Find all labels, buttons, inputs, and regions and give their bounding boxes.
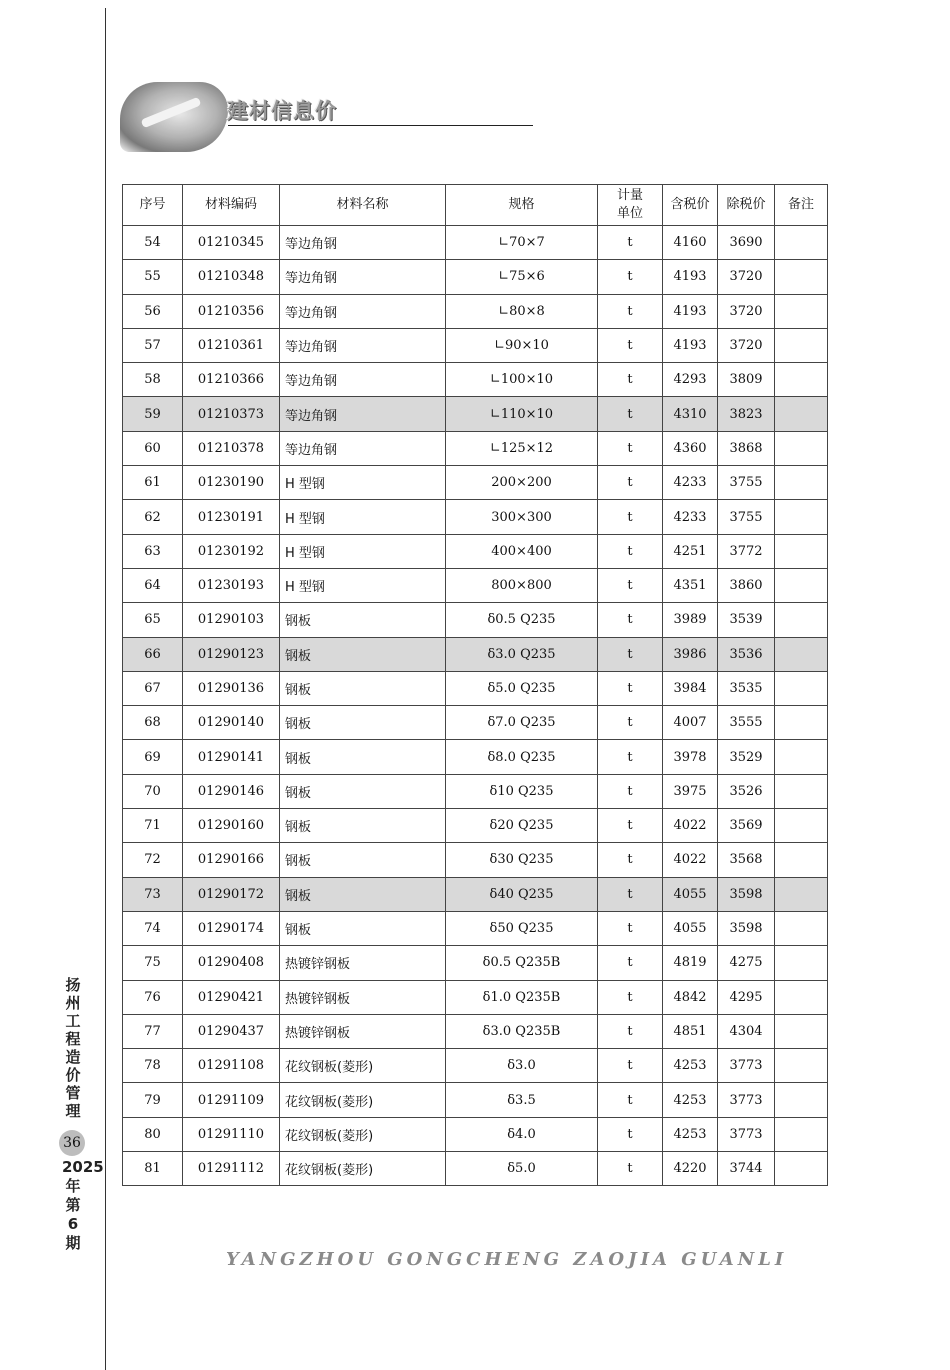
table-row [123, 1049, 828, 1083]
cell-spec: 800×800 [446, 568, 598, 602]
table-row [123, 603, 828, 637]
table-row [123, 1083, 828, 1117]
cell-code: 01290146 [183, 774, 280, 808]
cell-name: 等边角钢 [280, 328, 446, 362]
cell-tax-price: 3978 [663, 740, 718, 774]
cell-notax-price: 3569 [718, 809, 775, 843]
cell-no: 61 [123, 466, 183, 500]
cell-notax-price: 3720 [718, 294, 775, 328]
cell-code: 01230190 [183, 466, 280, 500]
journal-title-vertical: 扬州工程造价管理 [65, 976, 81, 1120]
cell-no: 72 [123, 843, 183, 877]
cell-spec: δ4.0 [446, 1117, 598, 1151]
col-header-code: 材料编码 [183, 185, 280, 226]
table-row [123, 774, 828, 808]
cell-no: 63 [123, 534, 183, 568]
cell-unit: t [598, 980, 663, 1014]
cell-no: 69 [123, 740, 183, 774]
cell-spec: ∟90×10 [446, 328, 598, 362]
cell-unit: t [598, 877, 663, 911]
cell-no: 59 [123, 397, 183, 431]
table-row [123, 466, 828, 500]
cell-name: 等边角钢 [280, 363, 446, 397]
section-title: 建材信息价 [227, 99, 337, 123]
cell-spec: δ3.0 Q235 [446, 637, 598, 671]
cell-tax-price: 4055 [663, 877, 718, 911]
cell-name: 等边角钢 [280, 226, 446, 260]
col-header-notax-price: 除税价 [718, 185, 775, 226]
cell-tax-price: 4253 [663, 1083, 718, 1117]
cell-unit: t [598, 1083, 663, 1117]
cell-spec: δ3.0 Q235B [446, 1014, 598, 1048]
cell-code: 01290141 [183, 740, 280, 774]
cell-unit: t [598, 568, 663, 602]
cell-no: 80 [123, 1117, 183, 1151]
cell-no: 60 [123, 431, 183, 465]
cell-spec: ∟100×10 [446, 363, 598, 397]
col-header-name: 材料名称 [280, 185, 446, 226]
cell-note [775, 294, 828, 328]
table-row [123, 500, 828, 534]
cell-code: 01290421 [183, 980, 280, 1014]
cell-unit: t [598, 260, 663, 294]
page-number-badge: 36 [59, 1130, 85, 1156]
cell-unit: t [598, 603, 663, 637]
cell-code: 01210361 [183, 328, 280, 362]
table-row [123, 980, 828, 1014]
cell-code: 01210378 [183, 431, 280, 465]
table-row [123, 226, 828, 260]
cell-unit: t [598, 706, 663, 740]
cell-unit: t [598, 1049, 663, 1083]
cell-note [775, 226, 828, 260]
table-row [123, 260, 828, 294]
cell-no: 73 [123, 877, 183, 911]
cell-note [775, 1049, 828, 1083]
cell-notax-price: 3529 [718, 740, 775, 774]
cell-notax-price: 3860 [718, 568, 775, 602]
col-header-tax-price: 含税价 [663, 185, 718, 226]
cell-name: 等边角钢 [280, 397, 446, 431]
cell-no: 64 [123, 568, 183, 602]
table-row [123, 294, 828, 328]
cell-code: 01290123 [183, 637, 280, 671]
cell-no: 74 [123, 911, 183, 945]
cell-code: 01291110 [183, 1117, 280, 1151]
cell-notax-price: 3555 [718, 706, 775, 740]
cell-unit: t [598, 740, 663, 774]
cell-tax-price: 4193 [663, 294, 718, 328]
cell-tax-price: 4007 [663, 706, 718, 740]
cell-no: 77 [123, 1014, 183, 1048]
cell-no: 68 [123, 706, 183, 740]
cell-note [775, 946, 828, 980]
cell-spec: 300×300 [446, 500, 598, 534]
cell-notax-price: 3773 [718, 1117, 775, 1151]
table-row [123, 1117, 828, 1151]
cell-note [775, 740, 828, 774]
cell-name: 钢板 [280, 843, 446, 877]
cell-spec: δ5.0 [446, 1152, 598, 1186]
cell-no: 55 [123, 260, 183, 294]
cell-unit: t [598, 534, 663, 568]
cell-code: 01230191 [183, 500, 280, 534]
cell-tax-price: 3989 [663, 603, 718, 637]
cell-spec: δ10 Q235 [446, 774, 598, 808]
cell-no: 70 [123, 774, 183, 808]
cell-notax-price: 3598 [718, 911, 775, 945]
cell-spec: ∟75×6 [446, 260, 598, 294]
cell-spec: δ3.5 [446, 1083, 598, 1117]
table-body [123, 226, 828, 1186]
cell-unit: t [598, 1152, 663, 1186]
col-header-unit [598, 185, 663, 226]
cell-no: 54 [123, 226, 183, 260]
cell-notax-price: 3755 [718, 466, 775, 500]
cell-tax-price: 4851 [663, 1014, 718, 1048]
table-row [123, 740, 828, 774]
cell-spec: δ50 Q235 [446, 911, 598, 945]
cell-notax-price: 3720 [718, 260, 775, 294]
cell-no: 58 [123, 363, 183, 397]
cell-tax-price: 4360 [663, 431, 718, 465]
cell-name: 钢板 [280, 706, 446, 740]
cell-notax-price: 3690 [718, 226, 775, 260]
cell-code: 01210356 [183, 294, 280, 328]
cell-code: 01290103 [183, 603, 280, 637]
cell-tax-price: 4351 [663, 568, 718, 602]
cell-spec: ∟125×12 [446, 431, 598, 465]
cell-name: 花纹钢板(菱形) [280, 1049, 446, 1083]
cell-code: 01210366 [183, 363, 280, 397]
cell-spec: δ0.5 Q235B [446, 946, 598, 980]
cell-notax-price: 3536 [718, 637, 775, 671]
cell-note [775, 1083, 828, 1117]
cell-note [775, 1152, 828, 1186]
cell-note [775, 260, 828, 294]
cell-no: 75 [123, 946, 183, 980]
cell-no: 66 [123, 637, 183, 671]
cell-no: 81 [123, 1152, 183, 1186]
table-row [123, 809, 828, 843]
cell-name: H 型钢 [280, 568, 446, 602]
cell-code: 01290160 [183, 809, 280, 843]
cell-note [775, 637, 828, 671]
cell-name: 钢板 [280, 774, 446, 808]
cell-name: 钢板 [280, 637, 446, 671]
cell-code: 01290437 [183, 1014, 280, 1048]
cell-notax-price: 3568 [718, 843, 775, 877]
cell-no: 79 [123, 1083, 183, 1117]
header-hand-photo [120, 82, 228, 152]
cell-spec: δ8.0 Q235 [446, 740, 598, 774]
cell-spec: δ1.0 Q235B [446, 980, 598, 1014]
table-row [123, 637, 828, 671]
cell-tax-price: 3984 [663, 671, 718, 705]
table-row [123, 568, 828, 602]
cell-note [775, 671, 828, 705]
cell-tax-price: 4251 [663, 534, 718, 568]
cell-unit: t [598, 397, 663, 431]
col-header-note: 备注 [775, 185, 828, 226]
cell-notax-price: 4295 [718, 980, 775, 1014]
cell-name: 等边角钢 [280, 431, 446, 465]
cell-note [775, 466, 828, 500]
table-row [123, 946, 828, 980]
cell-name: H 型钢 [280, 466, 446, 500]
cell-code: 01290136 [183, 671, 280, 705]
table-row [123, 431, 828, 465]
cell-note [775, 534, 828, 568]
cell-tax-price: 4253 [663, 1117, 718, 1151]
cell-name: 等边角钢 [280, 260, 446, 294]
cell-notax-price: 3720 [718, 328, 775, 362]
cell-notax-price: 3868 [718, 431, 775, 465]
cell-tax-price: 4233 [663, 500, 718, 534]
cell-tax-price: 4193 [663, 260, 718, 294]
cell-unit: t [598, 1014, 663, 1048]
cell-note [775, 500, 828, 534]
cell-name: 热镀锌钢板 [280, 980, 446, 1014]
table-row [123, 363, 828, 397]
cell-no: 76 [123, 980, 183, 1014]
cell-spec: δ20 Q235 [446, 809, 598, 843]
cell-spec: ∟70×7 [446, 226, 598, 260]
col-header-spec: 规格 [446, 185, 598, 226]
cell-tax-price: 4055 [663, 911, 718, 945]
cell-unit: t [598, 431, 663, 465]
cell-notax-price: 3598 [718, 877, 775, 911]
cell-notax-price: 3772 [718, 534, 775, 568]
cell-unit: t [598, 809, 663, 843]
cell-note [775, 774, 828, 808]
cell-notax-price: 4304 [718, 1014, 775, 1048]
cell-notax-price: 4275 [718, 946, 775, 980]
cell-note [775, 911, 828, 945]
cell-spec: 400×400 [446, 534, 598, 568]
cell-note [775, 1014, 828, 1048]
cell-notax-price: 3773 [718, 1049, 775, 1083]
cell-note [775, 431, 828, 465]
cell-name: 花纹钢板(菱形) [280, 1083, 446, 1117]
cell-unit: t [598, 466, 663, 500]
cell-spec: ∟110×10 [446, 397, 598, 431]
cell-code: 01291108 [183, 1049, 280, 1083]
cell-name: 花纹钢板(菱形) [280, 1152, 446, 1186]
cell-tax-price: 4233 [663, 466, 718, 500]
header-rule [228, 125, 533, 126]
cell-spec: δ5.0 Q235 [446, 671, 598, 705]
cell-unit: t [598, 328, 663, 362]
cell-code: 01210345 [183, 226, 280, 260]
cell-note [775, 706, 828, 740]
cell-no: 78 [123, 1049, 183, 1083]
cell-spec: ∟80×8 [446, 294, 598, 328]
cell-note [775, 397, 828, 431]
cell-note [775, 877, 828, 911]
cell-no: 65 [123, 603, 183, 637]
cell-notax-price: 3539 [718, 603, 775, 637]
cell-spec: 200×200 [446, 466, 598, 500]
cell-tax-price: 3986 [663, 637, 718, 671]
cell-note [775, 809, 828, 843]
cell-tax-price: 4293 [663, 363, 718, 397]
price-table [122, 184, 828, 1186]
cell-tax-price: 3975 [663, 774, 718, 808]
cell-name: 钢板 [280, 671, 446, 705]
cell-tax-price: 4022 [663, 843, 718, 877]
table-row [123, 877, 828, 911]
table-row [123, 843, 828, 877]
cell-unit: t [598, 946, 663, 980]
cell-notax-price: 3809 [718, 363, 775, 397]
cell-no: 71 [123, 809, 183, 843]
cell-name: 钢板 [280, 740, 446, 774]
cell-note [775, 568, 828, 602]
cell-code: 01230193 [183, 568, 280, 602]
cell-no: 56 [123, 294, 183, 328]
cell-code: 01291109 [183, 1083, 280, 1117]
margin-rule [105, 8, 106, 1370]
cell-unit: t [598, 671, 663, 705]
cell-name: 等边角钢 [280, 294, 446, 328]
cell-tax-price: 4160 [663, 226, 718, 260]
cell-unit: t [598, 843, 663, 877]
table-row [123, 911, 828, 945]
cell-tax-price: 4022 [663, 809, 718, 843]
cell-spec: δ7.0 Q235 [446, 706, 598, 740]
table-row [123, 706, 828, 740]
cell-notax-price: 3823 [718, 397, 775, 431]
cell-code: 01290174 [183, 911, 280, 945]
cell-notax-price: 3773 [718, 1083, 775, 1117]
cell-unit: t [598, 774, 663, 808]
cell-code: 01290408 [183, 946, 280, 980]
table-row [123, 328, 828, 362]
cell-code: 01230192 [183, 534, 280, 568]
table-header-row [123, 185, 828, 226]
cell-unit: t [598, 294, 663, 328]
cell-name: 钢板 [280, 911, 446, 945]
cell-note [775, 603, 828, 637]
cell-name: H 型钢 [280, 534, 446, 568]
cell-spec: δ40 Q235 [446, 877, 598, 911]
col-header-unit-text: 计量单位 [616, 188, 643, 221]
cell-spec: δ0.5 Q235 [446, 603, 598, 637]
cell-unit: t [598, 911, 663, 945]
cell-note [775, 1117, 828, 1151]
cell-note [775, 328, 828, 362]
cell-code: 01210348 [183, 260, 280, 294]
cell-name: H 型钢 [280, 500, 446, 534]
cell-code: 01290140 [183, 706, 280, 740]
cell-unit: t [598, 363, 663, 397]
cell-no: 62 [123, 500, 183, 534]
issue-label-vertical: 2025 年第 6 期 [62, 1158, 104, 1252]
cell-code: 01290172 [183, 877, 280, 911]
col-header-no: 序号 [123, 185, 183, 226]
cell-name: 钢板 [280, 877, 446, 911]
cell-name: 热镀锌钢板 [280, 946, 446, 980]
footer-journal-name: YANGZHOU GONGCHENG ZAOJIA GUANLI [226, 1249, 788, 1270]
cell-name: 花纹钢板(菱形) [280, 1117, 446, 1151]
cell-name: 热镀锌钢板 [280, 1014, 446, 1048]
cell-no: 57 [123, 328, 183, 362]
cell-note [775, 843, 828, 877]
table-row [123, 397, 828, 431]
cell-tax-price: 4253 [663, 1049, 718, 1083]
cell-tax-price: 4842 [663, 980, 718, 1014]
cell-unit: t [598, 500, 663, 534]
cell-tax-price: 4193 [663, 328, 718, 362]
cell-spec: δ3.0 [446, 1049, 598, 1083]
section-header [120, 82, 535, 154]
table-row [123, 1152, 828, 1186]
cell-code: 01290166 [183, 843, 280, 877]
cell-code: 01291112 [183, 1152, 280, 1186]
cell-note [775, 363, 828, 397]
cell-tax-price: 4310 [663, 397, 718, 431]
cell-tax-price: 4819 [663, 946, 718, 980]
cell-spec: δ30 Q235 [446, 843, 598, 877]
cell-unit: t [598, 226, 663, 260]
cell-notax-price: 3535 [718, 671, 775, 705]
table-row [123, 1014, 828, 1048]
cell-name: 钢板 [280, 603, 446, 637]
cell-no: 67 [123, 671, 183, 705]
cell-notax-price: 3755 [718, 500, 775, 534]
cell-code: 01210373 [183, 397, 280, 431]
table-row [123, 671, 828, 705]
cell-tax-price: 4220 [663, 1152, 718, 1186]
table-row [123, 534, 828, 568]
cell-note [775, 980, 828, 1014]
cell-unit: t [598, 1117, 663, 1151]
cell-notax-price: 3744 [718, 1152, 775, 1186]
cell-name: 钢板 [280, 809, 446, 843]
cell-notax-price: 3526 [718, 774, 775, 808]
cell-unit: t [598, 637, 663, 671]
